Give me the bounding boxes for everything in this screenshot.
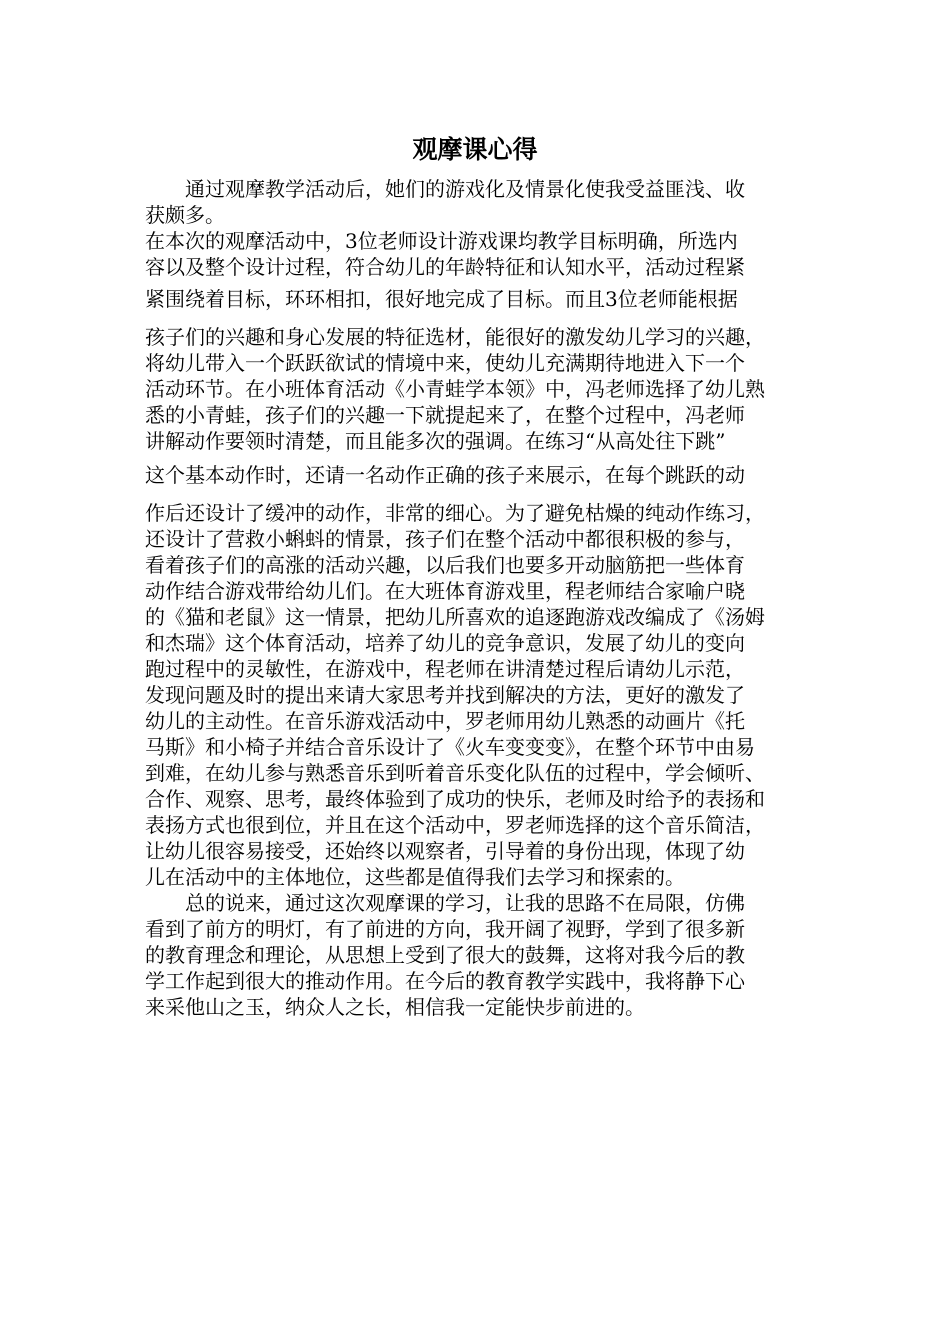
body-line: 的教育理念和理论，从思想上受到了很大的鼓舞，这将对我今后的教 bbox=[145, 943, 745, 967]
body-line: 作后还设计了缓冲的动作，非常的细心。为了避免枯燥的纯动作练习， bbox=[145, 501, 765, 525]
body-line: 让幼儿很容易接受，还始终以观察者，引导着的身份出现，体现了幼 bbox=[145, 839, 745, 863]
body-line: 紧围绕着目标，环环相扣，很好地完成了目标。而且3位老师能根据 bbox=[145, 287, 738, 311]
body-line: 发现问题及时的提出来请大家思考并找到解决的方法，更好的激发了 bbox=[145, 683, 745, 707]
document-title: 观摩课心得 bbox=[412, 135, 538, 164]
body-line: 获颇多。 bbox=[145, 203, 225, 227]
body-line: 马斯》和小椅子并结合音乐设计了《火车变变变》，在整个环节中由易 bbox=[145, 735, 755, 759]
body-line: 看到了前方的明灯，有了前进的方向，我开阔了视野，学到了很多新 bbox=[145, 917, 745, 941]
body-line: 通过观摩教学活动后，她们的游戏化及情景化使我受益匪浅、收 bbox=[145, 177, 745, 201]
body-line: 容以及整个设计过程，符合幼儿的年龄特征和认知水平，活动过程紧 bbox=[145, 255, 745, 279]
body-line: 来采他山之玉，纳众人之长，相信我一定能快步前进的。 bbox=[145, 995, 645, 1019]
body-line: 这个基本动作时，还请一名动作正确的孩子来展示，在每个跳跃的动 bbox=[145, 463, 745, 487]
body-line: 还设计了营救小蝌蚪的情景，孩子们在整个活动中都很积极的参与， bbox=[145, 527, 745, 551]
body-line: 将幼儿带入一个跃跃欲试的情境中来，使幼儿充满期待地进入下一个 bbox=[145, 351, 745, 375]
body-line: 表扬方式也很到位，并且在这个活动中，罗老师选择的这个音乐简洁， bbox=[145, 813, 765, 837]
body-line: 的《猫和老鼠》这一情景，把幼儿所喜欢的追逐跑游戏改编成了《汤姆 bbox=[145, 605, 765, 629]
body-line: 总的说来，通过这次观摩课的学习，让我的思路不在局限，仿佛 bbox=[145, 891, 745, 915]
body-line: 合作、观察、思考，最终体验到了成功的快乐，老师及时给予的表扬和 bbox=[145, 787, 765, 811]
body-line: 看着孩子们的高涨的活动兴趣，以后我们也要多开动脑筋把一些体育 bbox=[145, 553, 745, 577]
body-line: 讲解动作要领时清楚，而且能多次的强调。在练习“从高处往下跳” bbox=[145, 429, 726, 453]
body-line: 幼儿的主动性。在音乐游戏活动中，罗老师用幼儿熟悉的动画片《托 bbox=[145, 709, 745, 733]
body-line: 动作结合游戏带给幼儿们。在大班体育游戏里，程老师结合家喻户晓 bbox=[145, 579, 745, 603]
body-line: 和杰瑞》这个体育活动，培养了幼儿的竞争意识，发展了幼儿的变向 bbox=[145, 631, 745, 655]
body-line: 孩子们的兴趣和身心发展的特征选材，能很好的激发幼儿学习的兴趣， bbox=[145, 325, 765, 349]
body-line: 到难，在幼儿参与熟悉音乐到听着音乐变化队伍的过程中，学会倾听、 bbox=[145, 761, 765, 785]
body-line: 活动环节。在小班体育活动《小青蛙学本领》中，冯老师选择了幼儿熟 bbox=[145, 377, 765, 401]
body-line: 悉的小青蛙，孩子们的兴趣一下就提起来了，在整个过程中，冯老师 bbox=[145, 403, 745, 427]
body-line: 儿在活动中的主体地位，这些都是值得我们去学习和探索的。 bbox=[145, 865, 685, 889]
body-line: 学工作起到很大的推动作用。在今后的教育教学实践中，我将静下心 bbox=[145, 969, 745, 993]
body-line: 跑过程中的灵敏性，在游戏中，程老师在讲清楚过程后请幼儿示范， bbox=[145, 657, 745, 681]
body-line: 在本次的观摩活动中，3位老师设计游戏课均教学目标明确，所选内 bbox=[145, 229, 738, 253]
